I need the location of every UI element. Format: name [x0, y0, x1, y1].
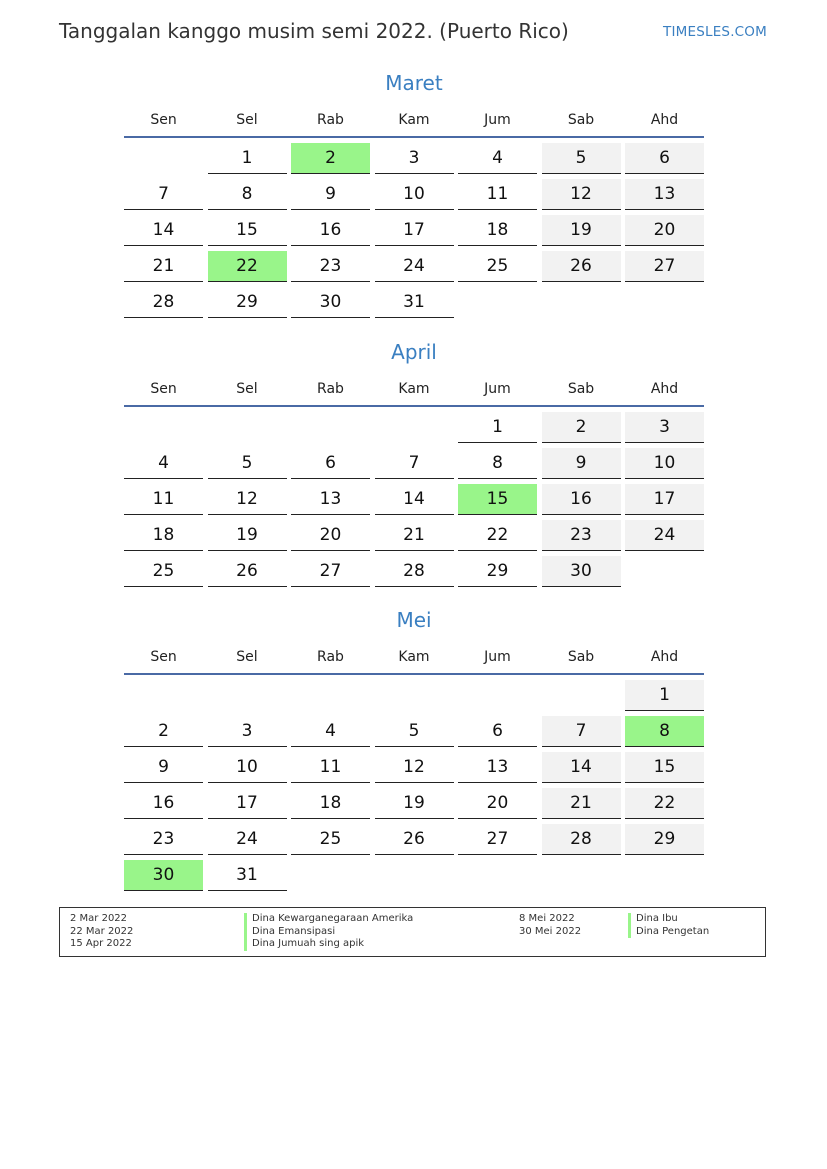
- month-title: April: [391, 340, 437, 364]
- day-cell: 8: [458, 448, 537, 479]
- holiday-day-cell: 30: [124, 860, 203, 891]
- empty-cell: [124, 143, 203, 174]
- day-cell: 10: [375, 179, 454, 210]
- day-cell: 22: [458, 520, 537, 551]
- weekday-label: Kam: [398, 381, 430, 397]
- legend-date: 15 Apr 2022: [70, 938, 132, 949]
- day-cell: 1: [458, 412, 537, 443]
- day-grid: [124, 143, 704, 318]
- day-cell: 5: [375, 716, 454, 747]
- legend-holiday-name: Dina Ibu: [628, 913, 709, 926]
- day-cell: 1: [208, 143, 287, 174]
- holiday-day-cell: 22: [208, 251, 287, 282]
- day-cell: 4: [291, 716, 370, 747]
- day-cell: 26: [208, 556, 287, 587]
- day-cell: 12: [375, 752, 454, 783]
- day-cell: 21: [124, 251, 203, 282]
- day-cell: 6: [291, 448, 370, 479]
- day-cell: 25: [291, 824, 370, 855]
- day-cell: 14: [375, 484, 454, 515]
- day-cell: 13: [625, 179, 704, 210]
- day-cell: 13: [291, 484, 370, 515]
- day-cell: 27: [625, 251, 704, 282]
- day-cell: 19: [375, 788, 454, 819]
- day-cell: 11: [291, 752, 370, 783]
- day-cell: 2: [542, 412, 621, 443]
- holiday-day-cell: 2: [291, 143, 370, 174]
- day-cell: 16: [291, 215, 370, 246]
- day-cell: 12: [208, 484, 287, 515]
- day-cell: 22: [625, 788, 704, 819]
- day-cell: 6: [458, 716, 537, 747]
- day-cell: 24: [625, 520, 704, 551]
- legend-date: 2 Mar 2022: [70, 913, 128, 924]
- day-grid: [124, 412, 704, 587]
- page-title: Tanggalan kanggo musim semi 2022. (Puerto Rico): [59, 19, 569, 43]
- weekday-label: Jum: [484, 649, 511, 665]
- weekday-label: Sen: [150, 649, 177, 665]
- weekday-label: Sab: [567, 112, 595, 128]
- weekday-label: Ahd: [650, 112, 679, 128]
- weekday-header: [124, 641, 704, 675]
- day-cell: 16: [542, 484, 621, 515]
- weekday-label: Sel: [236, 649, 258, 665]
- holiday-day-cell: 8: [625, 716, 704, 747]
- day-cell: 30: [542, 556, 621, 587]
- day-cell: 20: [625, 215, 704, 246]
- empty-cell: [124, 680, 203, 711]
- weekday-label: Sel: [236, 112, 258, 128]
- legend-holiday-name: Dina Jumuah sing apik: [244, 938, 413, 951]
- month-april: [124, 337, 704, 587]
- day-cell: 18: [458, 215, 537, 246]
- day-cell: 28: [375, 556, 454, 587]
- day-cell: 4: [124, 448, 203, 479]
- empty-cell: [542, 680, 621, 711]
- day-cell: 5: [542, 143, 621, 174]
- day-cell: 10: [625, 448, 704, 479]
- day-cell: 12: [542, 179, 621, 210]
- weekday-label: Jum: [484, 381, 511, 397]
- empty-cell: [124, 412, 203, 443]
- month-maret: [124, 68, 704, 318]
- day-cell: 31: [375, 287, 454, 318]
- weekday-label: Ahd: [650, 381, 679, 397]
- day-cell: 14: [542, 752, 621, 783]
- legend-date: 8 Mei 2022: [519, 913, 575, 924]
- weekday-label: Sen: [150, 112, 177, 128]
- day-cell: 27: [291, 556, 370, 587]
- day-cell: 9: [542, 448, 621, 479]
- day-cell: 5: [208, 448, 287, 479]
- day-cell: 26: [542, 251, 621, 282]
- day-cell: 2: [124, 716, 203, 747]
- day-cell: 19: [208, 520, 287, 551]
- day-cell: 17: [625, 484, 704, 515]
- day-cell: 7: [375, 448, 454, 479]
- day-cell: 7: [124, 179, 203, 210]
- day-cell: 28: [542, 824, 621, 855]
- day-cell: 4: [458, 143, 537, 174]
- day-cell: 21: [542, 788, 621, 819]
- day-cell: 24: [375, 251, 454, 282]
- day-cell: 20: [458, 788, 537, 819]
- day-cell: 25: [458, 251, 537, 282]
- weekday-header: [124, 104, 704, 138]
- day-cell: 9: [291, 179, 370, 210]
- weekday-label: Kam: [398, 112, 430, 128]
- day-cell: 17: [208, 788, 287, 819]
- day-cell: 8: [208, 179, 287, 210]
- day-cell: 11: [124, 484, 203, 515]
- weekday-label: Kam: [398, 649, 430, 665]
- legend-holiday-name: Dina Kewarganegaraan Amerika: [244, 913, 413, 926]
- empty-cell: [291, 680, 370, 711]
- day-cell: 23: [542, 520, 621, 551]
- weekday-label: Rab: [317, 649, 344, 665]
- empty-cell: [208, 680, 287, 711]
- weekday-header: [124, 373, 704, 407]
- day-cell: 3: [625, 412, 704, 443]
- weekday-label: Sen: [150, 381, 177, 397]
- day-cell: 3: [375, 143, 454, 174]
- day-cell: 19: [542, 215, 621, 246]
- day-grid: [124, 680, 704, 891]
- day-cell: 9: [124, 752, 203, 783]
- legend-date: 22 Mar 2022: [70, 925, 134, 937]
- day-cell: 20: [291, 520, 370, 551]
- day-cell: 17: [375, 215, 454, 246]
- day-cell: 21: [375, 520, 454, 551]
- day-cell: 31: [208, 860, 287, 891]
- day-cell: 27: [458, 824, 537, 855]
- empty-cell: [375, 680, 454, 711]
- day-cell: 29: [625, 824, 704, 855]
- weekday-label: Ahd: [650, 649, 679, 665]
- legend-names-right: [628, 913, 709, 938]
- day-cell: 26: [375, 824, 454, 855]
- day-cell: 29: [208, 287, 287, 318]
- holiday-legend: [59, 907, 766, 957]
- day-cell: 15: [625, 752, 704, 783]
- legend-dates-left: [70, 913, 133, 951]
- day-cell: 18: [124, 520, 203, 551]
- day-cell: 30: [291, 287, 370, 318]
- legend-holiday-name: Dina Pengetan: [628, 926, 709, 939]
- weekday-label: Sab: [567, 649, 595, 665]
- day-cell: 14: [124, 215, 203, 246]
- day-cell: 23: [124, 824, 203, 855]
- weekday-label: Sab: [567, 381, 595, 397]
- empty-cell: [458, 680, 537, 711]
- brand-link[interactable]: TIMESLES.COM: [663, 24, 767, 40]
- empty-cell: [375, 412, 454, 443]
- day-cell: 7: [542, 716, 621, 747]
- day-cell: 3: [208, 716, 287, 747]
- month-mei: [124, 605, 704, 891]
- day-cell: 6: [625, 143, 704, 174]
- day-cell: 18: [291, 788, 370, 819]
- legend-dates-right: [519, 913, 581, 938]
- weekday-label: Rab: [317, 112, 344, 128]
- month-title: Mei: [396, 608, 432, 632]
- legend-names-left: [244, 913, 413, 951]
- day-cell: 16: [124, 788, 203, 819]
- day-cell: 25: [124, 556, 203, 587]
- day-cell: 24: [208, 824, 287, 855]
- legend-date: 30 Mei 2022: [519, 925, 582, 937]
- day-cell: 11: [458, 179, 537, 210]
- day-cell: 13: [458, 752, 537, 783]
- day-cell: 28: [124, 287, 203, 318]
- day-cell: 1: [625, 680, 704, 711]
- day-cell: 15: [208, 215, 287, 246]
- day-cell: 29: [458, 556, 537, 587]
- month-title: Maret: [385, 71, 443, 95]
- empty-cell: [208, 412, 287, 443]
- legend-holiday-name: Dina Emansipasi: [244, 926, 413, 939]
- day-cell: 10: [208, 752, 287, 783]
- weekday-label: Rab: [317, 381, 344, 397]
- day-cell: 23: [291, 251, 370, 282]
- holiday-day-cell: 15: [458, 484, 537, 515]
- weekday-label: Jum: [484, 112, 511, 128]
- weekday-label: Sel: [236, 381, 258, 397]
- empty-cell: [291, 412, 370, 443]
